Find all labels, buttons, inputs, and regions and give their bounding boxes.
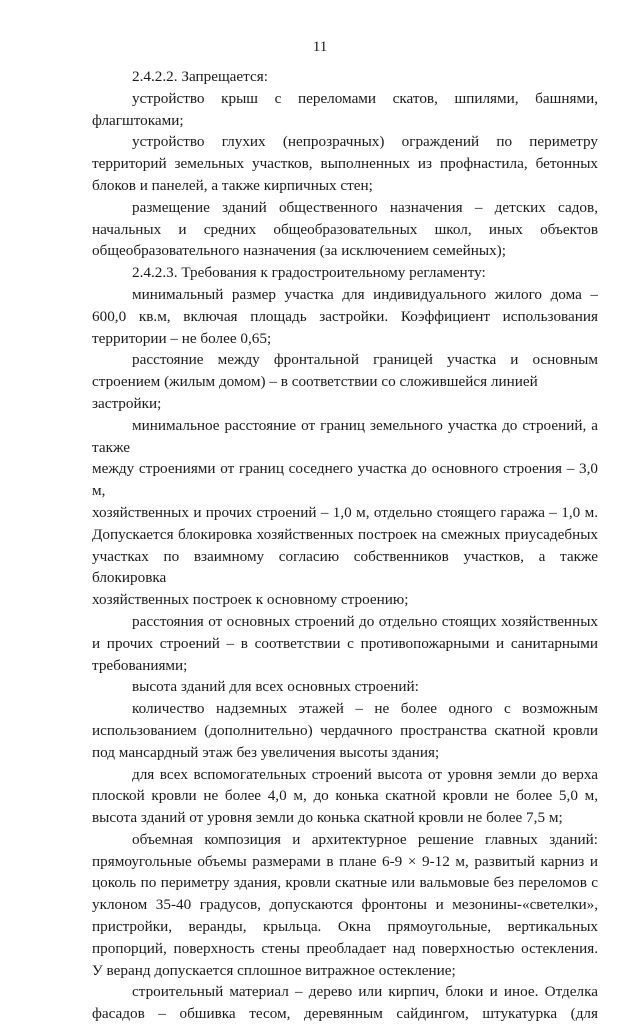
paragraph (92, 284, 598, 349)
text-line: устройство крыш с переломами скатов, шпилями, башнями, (132, 89, 598, 107)
document-body (92, 66, 598, 1025)
text-line: объемная композиция и архитектурное решение главных зданий: (132, 830, 598, 848)
paragraph (92, 611, 598, 676)
text-line: территорий земельных участков, выполненных из профнастила, бетонных (92, 155, 598, 173)
text-line: количество надземных этажей – не более одного с возможным (132, 700, 598, 718)
paragraph (92, 764, 598, 829)
text-line: для всех вспомогательных строений высота от уровня земли до верха (132, 765, 598, 783)
text-line: размещение зданий общественного назначения – детских садов, (132, 198, 598, 216)
paragraph (92, 349, 598, 414)
paragraph (92, 88, 598, 132)
paragraph (92, 698, 598, 763)
page-number: 11 (312, 38, 328, 55)
text-line: минимальный размер участка для индивидуального жилого дома – (132, 285, 598, 303)
text-line: цоколь по периметру здания, кровли скатные или вальмовые без переломов с (92, 874, 598, 892)
text-line: фасадов – обшивка тесом, деревянным сайдингом, штукатурка (для (92, 1005, 598, 1023)
text-line: высота зданий от уровня земли до конька скатной кровли не более 7,5 м; (92, 809, 563, 827)
paragraph (92, 131, 598, 196)
paragraph (92, 197, 598, 262)
text-line: минимальное расстояние от границ земельного участка до строений, а также (92, 416, 598, 456)
text-line: территории – не более 0,65; (92, 329, 272, 347)
text-line: блоков и панелей, а также кирпичных стен; (92, 176, 373, 194)
paragraph (92, 66, 598, 88)
text-line: уклоном 35-40 градусов, допускаются фронтоны и мезонины-«светелки», (92, 896, 598, 914)
text-line: высота зданий для всех основных строений: (132, 678, 419, 696)
text-line: расстояния от основных строений до отдельно стоящих хозяйственных (132, 612, 598, 630)
text-line: хозяйственных построек к основному строению; (92, 591, 409, 609)
text-line: начальных и средних общеобразовательных школ, иных объектов (92, 220, 598, 238)
text-line: 2.4.2.3. Требования к градостроительному регламенту: (132, 264, 486, 282)
text-line: устройство глухих (непрозрачных) ограждений по периметру (132, 133, 598, 151)
text-line: использованием (дополнительно) чердачного пространства скатной кровли (92, 721, 598, 739)
text-line: под мансардный этаж без увеличения высоты здания; (92, 743, 440, 761)
paragraph (92, 262, 598, 284)
text-line: расстояние между фронтальной границей участка и основным (132, 351, 598, 369)
text-line: прямоугольные объемы размерами в плане 6-9 × 9-12 м, развитый карниз и (92, 852, 598, 870)
text-line: пристройки, веранды, крыльца. Окна прямоугольные, вертикальных (92, 918, 598, 936)
text-line: пропорций, поверхность стены преобладает над поверхностью остекления. (92, 939, 598, 957)
text-line: участках по взаимному согласию собственников участков, а также блокировка (92, 547, 598, 587)
text-line: между строениями от границ соседнего участка до основного строения – 3,0 м, (92, 460, 598, 500)
paragraph (92, 415, 598, 611)
text-line: 2.4.2.2. Запрещается: (132, 68, 268, 85)
text-line: и прочих строений – в соответствии с противопожарными и санитарными (92, 634, 598, 652)
text-line: строительный материал – дерево или кирпич, блоки и иное. Отделка (132, 983, 598, 1001)
text-line: общеобразовательного назначения (за исключением семейных); (92, 242, 506, 260)
text-line: Допускается блокировка хозяйственных построек на смежных приусадебных (92, 525, 598, 543)
paragraph (92, 981, 598, 1025)
paragraph (92, 829, 598, 982)
paragraph (92, 676, 598, 698)
text-line: строением (жилым домом) – в соответствии со сложившейся линией застройки; (92, 373, 538, 412)
text-line: флагштоками; (92, 111, 184, 129)
text-line: требованиями; (92, 656, 188, 674)
text-line: плоской кровли не более 4,0 м, до конька скатной кровли не более 5,0 м, (92, 787, 598, 805)
text-line: У веранд допускается сплошное витражное остекление; (92, 961, 456, 979)
text-line: 600,0 кв.м, включая площадь застройки. Коэффициент использования (92, 307, 598, 325)
text-line: хозяйственных и прочих строений – 1,0 м, отдельно стоящего гаража – 1,0 м. (92, 503, 598, 521)
